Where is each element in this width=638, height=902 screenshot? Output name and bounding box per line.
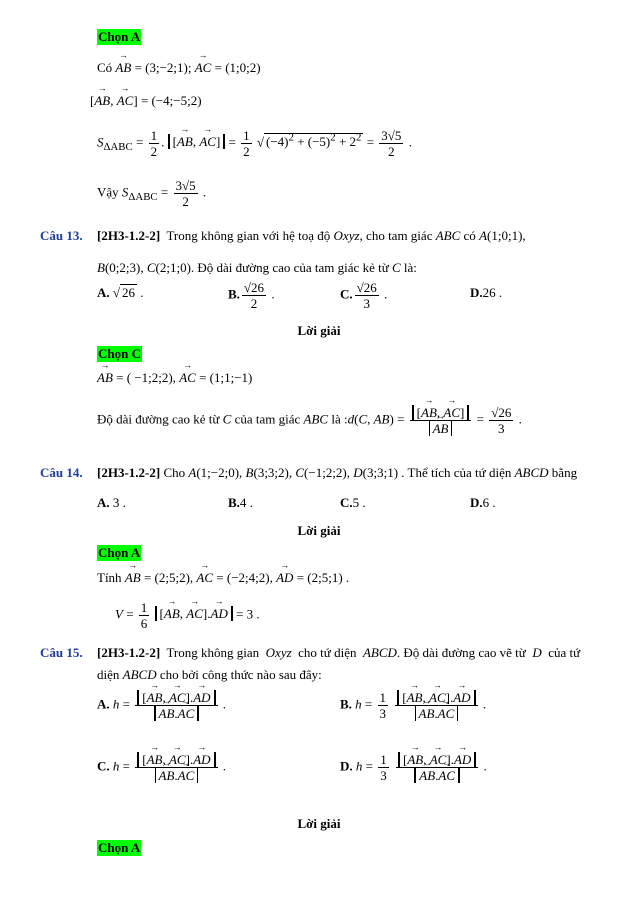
option-c: C.5 .	[340, 495, 366, 510]
choose-answer-label: Chọn A	[98, 840, 141, 855]
option-a: A. h = [→ AB, → AC].→ AD → AB.→ AC .	[97, 690, 226, 721]
solution-title: Lời giải	[297, 816, 341, 831]
option-b: B. $\frac{√26}{2}$ .	[228, 280, 275, 311]
choose-answer-label: Chọn C	[98, 346, 141, 361]
question-number: Câu 14.	[40, 465, 83, 480]
option-c: C. $\frac{√26}{3}$ .	[340, 280, 388, 311]
option-a: A. 3 .	[97, 495, 126, 510]
question-number: Câu 13.	[40, 228, 83, 243]
option-b: B.4 .	[228, 495, 253, 510]
cross-product-line: [→ AB, → AC] = (−4;−5;2)	[90, 93, 202, 109]
option-c: C. h = [→ AB, → AC].→ AD → AB.→ AC .	[97, 752, 226, 783]
vectors-line: Có → AB = (3;−2;1); → AC = (1;0;2)	[97, 60, 261, 76]
question-text: [2H3-1.2-2] Trong không gian với hệ toạ độ Oxyz, cho tam giác ABC có A(1;0;1),	[97, 228, 526, 243]
option-d: D.26 .	[470, 285, 503, 300]
vectors-line: Tính → AB = (2;5;2), → AC = (−2;4;2), → AD = (2;5;1) .	[97, 570, 349, 586]
vectors-line: → AB = ( −1;2;2), → AC = (1;1;−1)	[97, 370, 252, 386]
solution-title: Lời giải	[297, 523, 341, 538]
area-formula: $S_{\Delta ABC}$ = $\frac{1}{2}$ . [→ AB, → AC] = $\frac{1}{2}$ √ $(-4)^2 + (-5)^2 + 2^2$ = $\frac{3√5}{2}$ .	[97, 128, 412, 159]
option-a: A. √ 26 .	[97, 285, 144, 300]
option-b: B. h = $\frac{1}{3}$ [→ AB, → AC].→ AD → AB.→ AC .	[340, 690, 486, 721]
choose-answer-label: Chọn A	[98, 29, 141, 44]
question-text: [2H3-1.2-2] Trong không gian Oxyz cho tứ diện ABCD. Độ dài đường cao vẽ từ D của tứ	[97, 645, 581, 660]
question-text-cont: diện ABCD cho bởi công thức nào sau đây:	[97, 667, 322, 682]
solution-title: Lời giải	[297, 323, 341, 338]
choose-answer-label: Chọn A	[98, 545, 141, 560]
question-number: Câu 15.	[40, 645, 83, 660]
height-formula: Độ dài đường cao kẻ từ C của tam giác ABC là :d(C, AB) = [→ AB, → AC] → AB = $\frac{√26}{3}$ .	[97, 405, 522, 436]
question-text: [2H3-1.2-2] Cho A(1;−2;0), B(3;3;2), C(−1;2;2), D(3;3;1) . Thể tích của tứ diện ABCD bằng	[97, 465, 578, 480]
option-d: D.6 .	[470, 495, 496, 510]
option-d: D. h = $\frac{1}{3}$ [→ AB, → AC].→ AD → AB.→ AC .	[340, 752, 487, 783]
volume-formula: V = $\frac{1}{6}$ [→ AB, → AC].→ AD = 3 .	[115, 600, 260, 631]
question-text-cont: B(0;2;3), C(2;1;0). Độ dài đường cao của tam giác kẻ từ C là:	[97, 260, 417, 275]
area-result: Vậy $S_{\Delta ABC}$ = $\frac{3√5}{2}$ .	[97, 178, 207, 209]
